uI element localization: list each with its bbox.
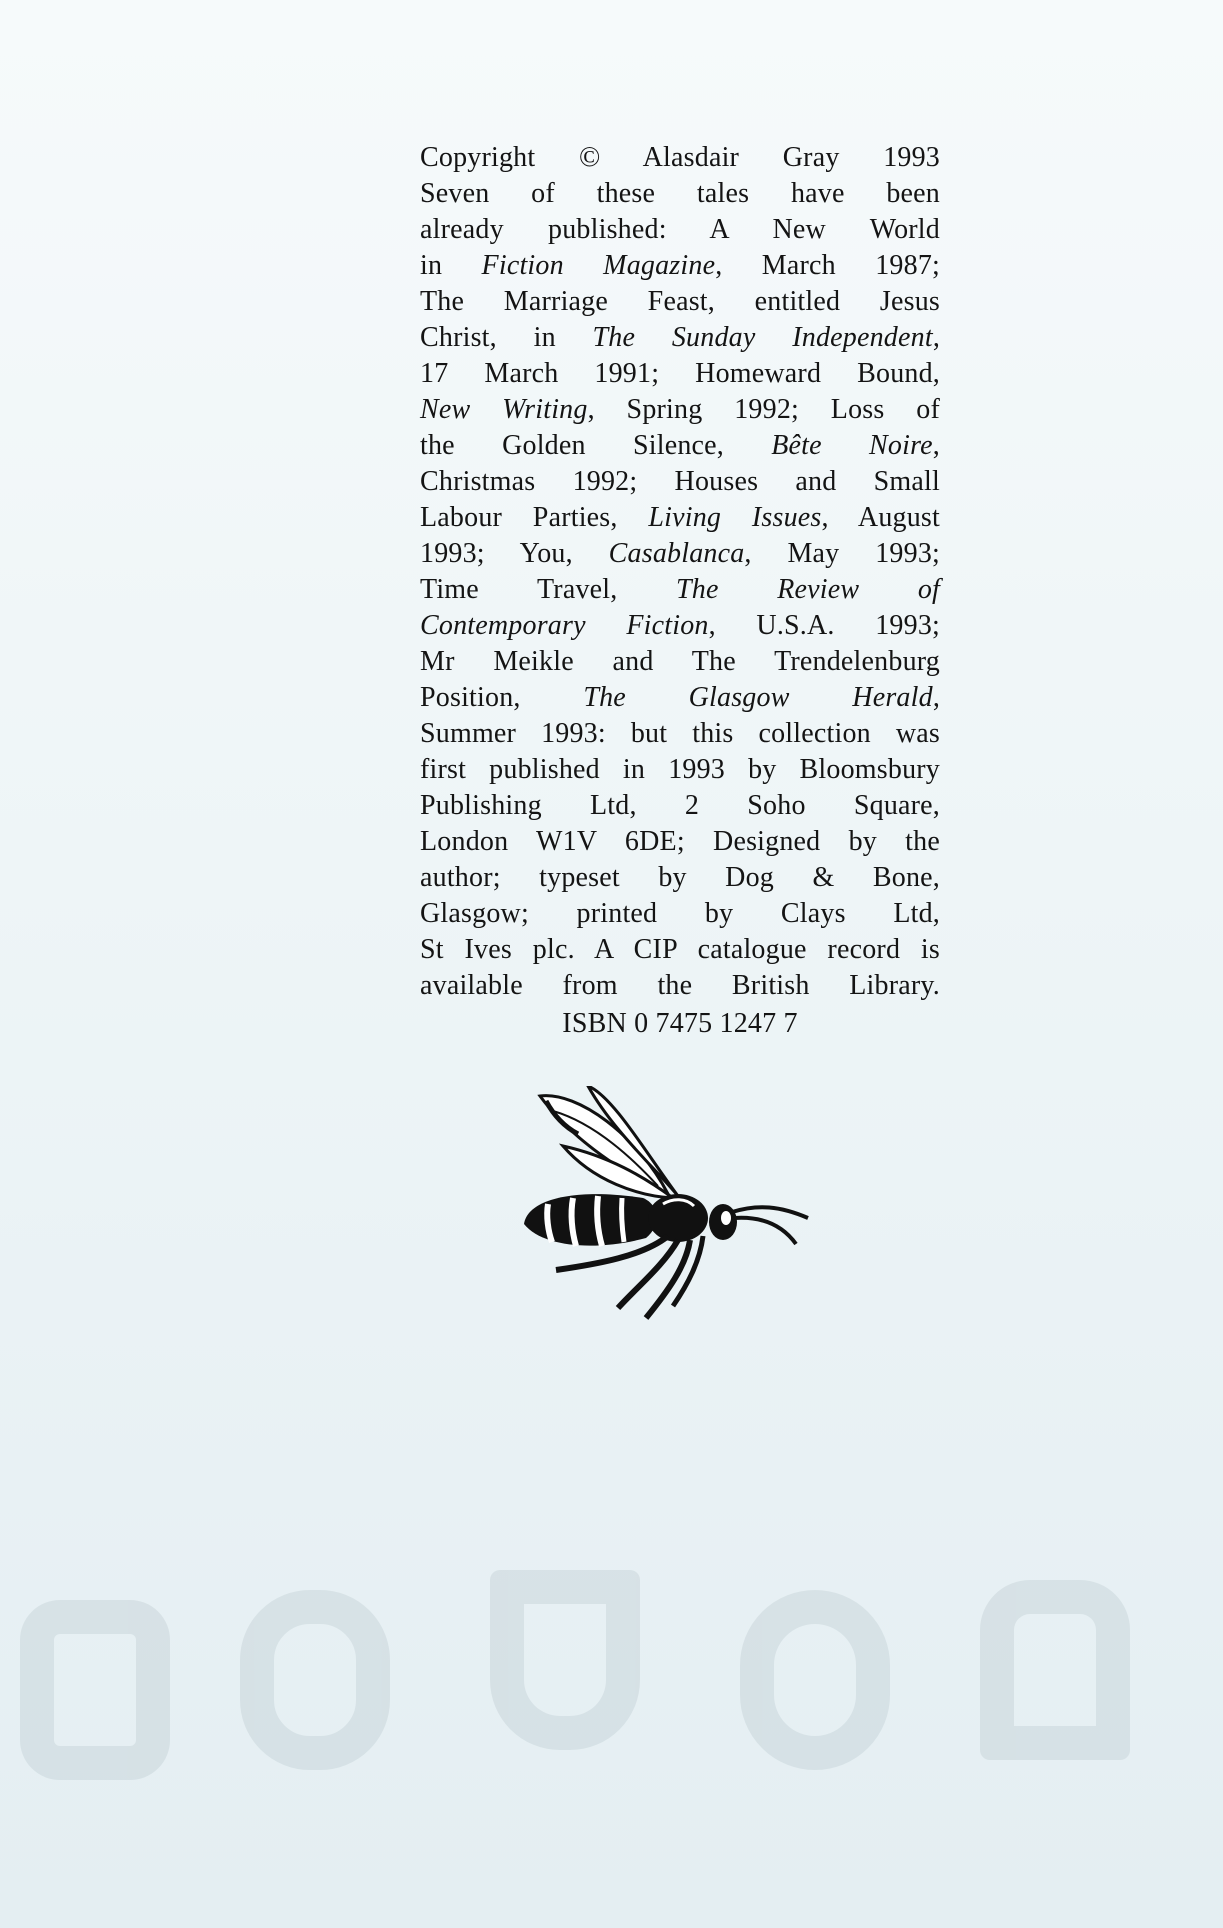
colophon-line: the Golden Silence, Bête Noire, — [420, 430, 940, 461]
colophon-line: Position, The Glasgow Herald, — [420, 682, 941, 713]
publication-title: The Sunday Independent — [592, 322, 933, 353]
bleed-through-lettering — [20, 1560, 1200, 1890]
isbn-line: ISBN 0 7475 1247 7 — [562, 1008, 798, 1039]
colophon-line: London W1V 6DE; Designed by the — [420, 826, 940, 857]
publication-title: The Review of — [676, 574, 940, 605]
colophon-line: Copyright © Alasdair Gray 1993 — [420, 142, 940, 173]
publication-title: Living Issues — [648, 502, 822, 533]
colophon-line: Publishing Ltd, 2 Soho Square, — [420, 790, 940, 821]
publication-title: Casablanca — [608, 538, 745, 569]
colophon-line: Labour Parties, Living Issues, August — [420, 502, 941, 533]
colophon-line: already published: A New World — [420, 214, 940, 245]
wasp-icon — [518, 1086, 818, 1326]
colophon-line: Seven of these tales have been — [420, 178, 940, 209]
colophon-line: author; typeset by Dog & Bone, — [420, 862, 940, 893]
colophon-line: Time Travel, The Review of — [420, 574, 940, 605]
colophon-line: first published in 1993 by Bloomsbury — [420, 754, 940, 785]
colophon-line: 17 March 1991; Homeward Bound, — [420, 358, 940, 389]
copyright-colophon — [420, 140, 940, 1042]
publication-title: Fiction Magazine — [481, 250, 716, 281]
colophon-line: Glasgow; printed by Clays Ltd, — [420, 898, 940, 929]
publication-title: New Writing — [420, 394, 588, 425]
colophon-line: available from the British Library. — [420, 970, 940, 1001]
colophon-line: Christmas 1992; Houses and Small — [420, 466, 940, 497]
colophon-line: Christ, in The Sunday Independent, — [420, 322, 941, 353]
colophon-line: New Writing, Spring 1992; Loss of — [420, 394, 940, 425]
publication-title: Contemporary Fiction — [420, 610, 709, 641]
colophon-line: in Fiction Magazine, March 1987; — [420, 250, 940, 281]
colophon-line: Summer 1993: but this collection was — [420, 718, 940, 749]
colophon-line: Mr Meikle and The Trendelenburg — [420, 646, 940, 677]
colophon-line: The Marriage Feast, entitled Jesus — [420, 286, 940, 317]
publication-title: The Glasgow Herald — [583, 682, 933, 713]
colophon-line: 1993; You, Casablanca, May 1993; — [420, 538, 940, 569]
colophon-line: Contemporary Fiction, U.S.A. 1993; — [420, 610, 941, 641]
colophon-line: St Ives plc. A CIP catalogue record is — [420, 934, 940, 965]
publication-title: Bête Noire — [771, 430, 933, 461]
